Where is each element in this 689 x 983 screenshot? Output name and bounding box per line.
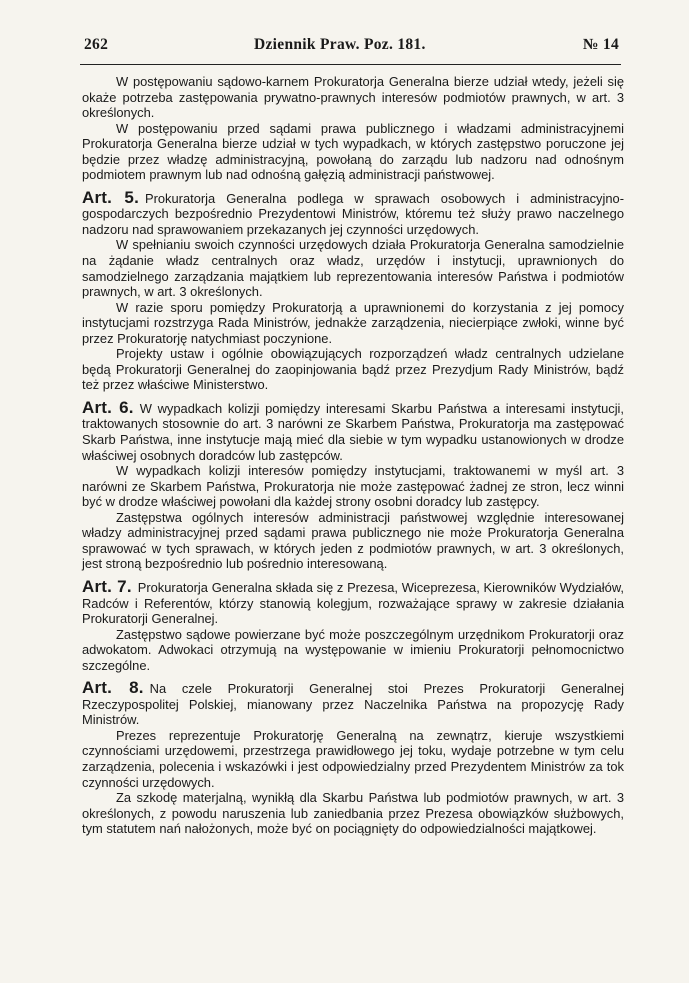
article-text: Prokuratorja Generalna składa się z Prezesa, Wiceprezesa, Kierowników Wydziałów, Radców i Referentów, którzy stanowią kolegjum, rozważające sprawy w zakresie działania Prokuratorji Generalnej. bbox=[82, 579, 625, 627]
article-label: Art. 5. bbox=[82, 187, 139, 207]
article-text: Na czele Prokuratorji Generalnej stoi Prezes Prokuratorji Generalnej Rzeczypospolitej Polskiej, mianowany przez Naczelnika Państwa na propozycję Rady Ministrów. bbox=[82, 681, 625, 728]
page-header bbox=[84, 36, 619, 58]
paragraph: W spełnianiu swoich czynności urzędowych działa Prokuratorja Generalna samodzielnie na żądanie władz centralnych oraz władz, urzędów i instytucji, uprawnionych do samodzielnego zarządzania majątkiem lub reprezentowania interesów Państwa i podmiotów prawnych, w art. 3 określonych. bbox=[82, 237, 624, 300]
article-text: W wypadkach kolizji pomiędzy interesami Skarbu Państwa a interesami instytucji, traktowanych stosownie do art. 3 narówni ze Skarbem Państwa, Prokuratorja ma zastępować Skarb Państwa, inne instytucje mają mieć dla siebie w tym wypadku ustanowionych w drodze właściwej osobnych doradców lub zastępców. bbox=[82, 400, 625, 463]
document-body bbox=[82, 74, 624, 837]
page-number: 262 bbox=[84, 36, 109, 53]
paragraph: Zastępstwo sądowe powierzane być może poszczególnym urzędnikom Prokuratorji oraz adwokatom. Adwokaci otrzymują na występowanie w imieniu Prokuratorji pełnomocnictwo szczególne. bbox=[82, 626, 624, 673]
paragraph: Zastępstwa ogólnych interesów administracji państwowej względnie interesowanej władzy administracyjnej przed sądami prawa publicznego nie może Prokuratorja Generalna sprawować w tych sprawach, w których jeden z podmiotów prawnych, w art. 3 określonych, jest stroną bezpośrednio lub pośrednio interesowaną. bbox=[82, 509, 624, 572]
paragraph: W wypadkach kolizji interesów pomiędzy instytucjami, traktowanemi w myśl art. 3 narówni ze Skarbem Państwa, Prokuratorja nie może zastępować żadnej ze stron, lecz winni być w drodze właściwej powołani dla każdej strony osobni doradcy lub zastępcy. bbox=[82, 463, 624, 510]
article-6 bbox=[82, 397, 625, 463]
article-label: Art. 6. bbox=[82, 397, 134, 417]
paragraph: W razie sporu pomiędzy Prokuratorją a uprawnionemi do korzystania z jej pomocy instytucjami rozstrzyga Rada Ministrów, jednakże zarządzenia, niecierpiące zwłoki, winne być przez Prokuratorję natychmiast poczynione. bbox=[82, 299, 624, 346]
paragraph: W postępowaniu sądowo-karnem Prokuratorja Generalna bierze udział wtedy, jeżeli się okaże potrzeba zastępowania prywatno-prawnych interesów podmiotów prawnych, w art. 3 określonych. bbox=[82, 74, 624, 121]
article-text: Prokuratorja Generalna podlega w sprawach osobowych i administracyjno-gospodarczych bezpośrednio Prezydentowi Ministrów, któremu też służy prawo naczelnego nadzoru nad sprawowaniem przekazanych jej czynności urzędowych. bbox=[82, 190, 624, 237]
article-label: Art. 7. bbox=[82, 576, 132, 596]
article-7 bbox=[82, 576, 625, 627]
header-rule bbox=[80, 64, 621, 65]
article-8 bbox=[82, 680, 624, 728]
article-label: Art. 8. bbox=[82, 678, 144, 698]
article-5 bbox=[82, 187, 624, 238]
issue-number: № 14 bbox=[582, 36, 619, 53]
paragraph: Projekty ustaw i ogólnie obowiązujących rozporządzeń władz centralnych udzielane będą Prokuratorji Generalnej do zaopinjowania bądź przez Prezydjum Rady Ministrów, bądź też przez właściwe Ministerstwo. bbox=[82, 346, 624, 393]
paragraph: Za szkodę materjalną, wynikłą dla Skarbu Państwa lub podmiotów prawnych, w art. 3 określonych, z powodu naruszenia lub zaniedbania przez Prezesa obowiązków służbowych, tym statutem nań nałożonych, może być on pociągnięty do odpowiedzialności majątkowej. bbox=[82, 790, 624, 837]
paragraph: Prezes reprezentuje Prokuratorję Generalną na zewnątrz, kieruje wszystkiemi czynnościami urzędowemi, przestrzega prawidłowego jej toku, wydaje potrzebne w tym celu zarządzenia, polecenia i wskazówki i jest odpowiedzialny przed Prezydentem Ministrów za tok czynności urzędowych. bbox=[82, 727, 624, 790]
journal-title: Dziennik Praw. Poz. 181. bbox=[254, 36, 426, 53]
paragraph: W postępowaniu przed sądami prawa publicznego i władzami administracyjnemi Prokuratorja Generalna bierze udział w tych wypadkach, w których zastępstwo poruczone jej będzie przez władzę administracyjną, powołaną do zarządu lub nadzoru nad odnośnym podmiotem prawnym lub nad odnośną gałęzią administracji państwowej. bbox=[82, 120, 624, 183]
